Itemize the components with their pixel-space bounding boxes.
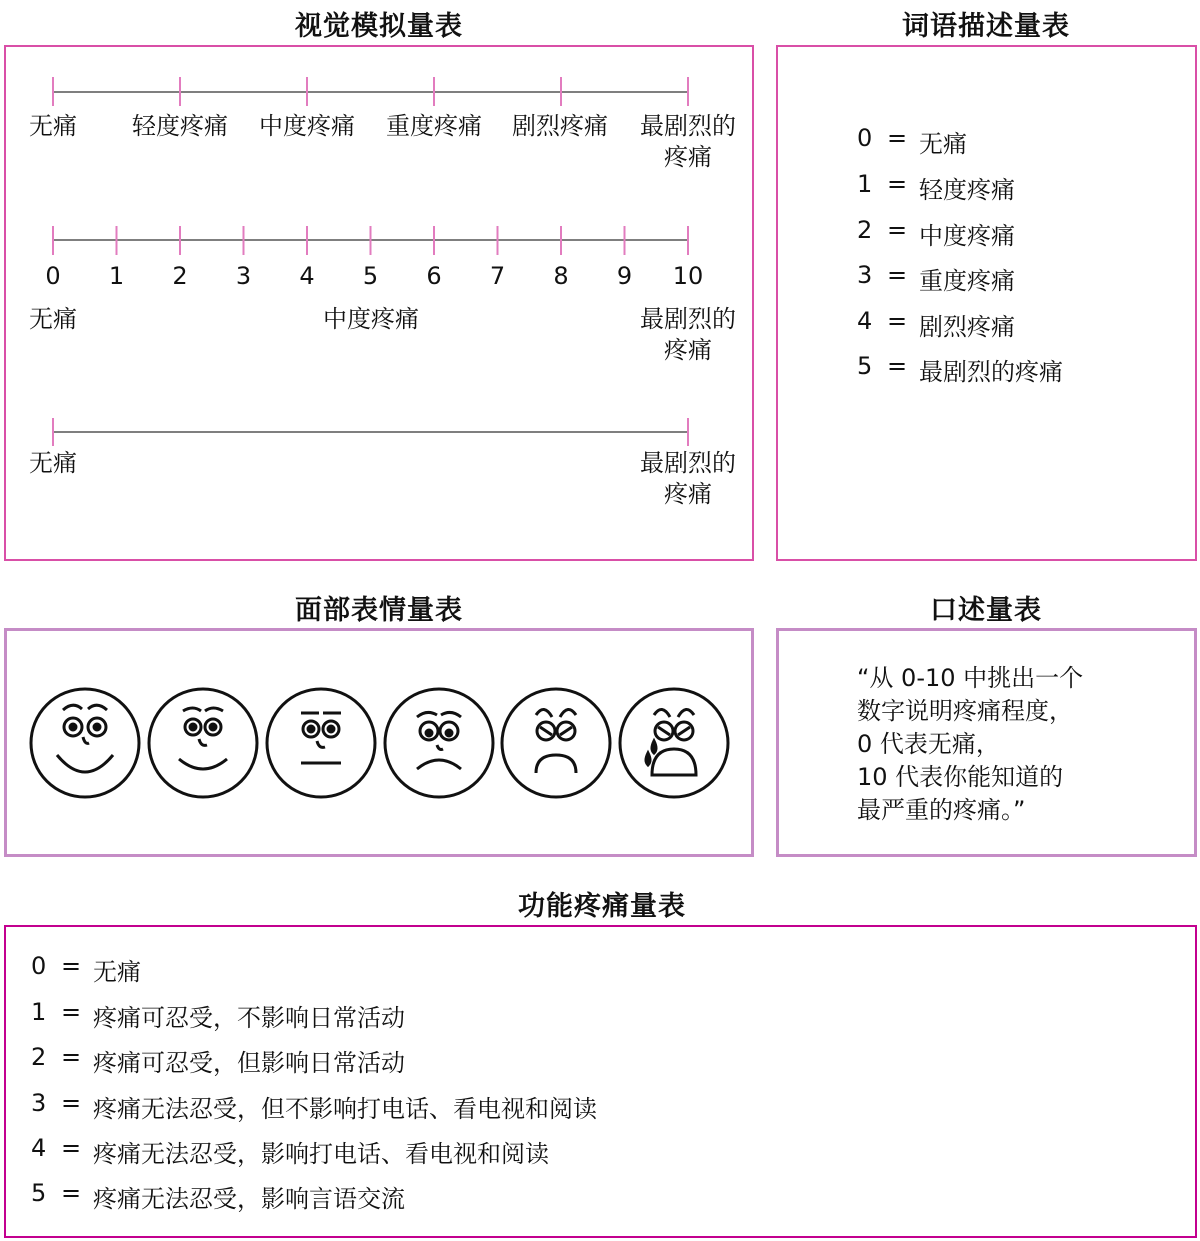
vas-title: 视觉模拟量表 [295,11,463,42]
vas3-label-none: 无痛 [29,449,77,477]
vas1-label-mild: 轻度疼痛 [132,112,228,140]
vas-scale2-number: 3 [235,262,252,290]
sad-face-icon [385,689,493,797]
vas-scale2-number: 9 [616,262,633,290]
functional-item: 2 = 疼痛可忍受，但影响日常活动 [31,1043,405,1077]
vas-scale2-number: 0 [45,262,61,290]
happy-face-icon [149,689,257,797]
vas2-label-moderate: 中度疼痛 [323,305,419,333]
vas1-label-none: 无痛 [29,112,77,140]
vas-scale2-number: 5 [362,262,379,290]
vas-scale2-number: 1 [108,262,125,290]
functional-item: 3 = 疼痛无法忍受，但不影响打电话、看电视和阅读 [31,1089,597,1123]
vas3-label-worst: 最剧烈的疼痛 [640,449,736,508]
vds-item: 1 = 轻度疼痛 [857,170,1015,204]
vds-item: 3 = 重度疼痛 [857,261,1015,295]
vas-scale2-number: 7 [489,262,506,290]
neutral-face-icon [267,689,375,797]
vas-scale2-number: 4 [299,262,315,290]
vds-title: 词语描述量表 [902,11,1070,42]
crying-face-icon [620,689,728,797]
functional-item: 5 = 疼痛无法忍受，影响言语交流 [31,1179,405,1213]
vas2-label-worst: 最剧烈的疼痛 [640,305,736,364]
vas2-label-none: 无痛 [29,305,77,333]
vas-scale2-number: 6 [426,262,442,290]
distressed-face-icon [502,689,610,797]
vas-scale2-number: 8 [553,262,569,290]
faces-title: 面部表情量表 [295,595,463,626]
oral-instruction: “从 0-10 中挑出一个 数字说明疼痛程度， 0 代表无痛， 10 代表你能知道的 最严重的疼痛。” [857,664,1084,824]
vas1-label-intense: 剧烈疼痛 [512,112,608,140]
functional-item: 1 = 疼痛可忍受，不影响日常活动 [31,998,405,1032]
functional-item: 0 = 无痛 [31,952,141,986]
vas-scale2-number: 10 [672,262,704,290]
vas1-label-severe: 重度疼痛 [386,112,482,140]
oral-title: 口述量表 [930,595,1042,626]
vas-scale2-number: 2 [172,262,188,290]
functional-item: 4 = 疼痛无法忍受，影响打电话、看电视和阅读 [31,1134,549,1168]
smiling-face-icon [31,689,139,797]
vds-item: 5 = 最剧烈的疼痛 [857,352,1063,386]
vds-item: 0 = 无痛 [857,124,967,158]
functional-title: 功能疼痛量表 [518,891,686,922]
vas1-label-worst: 最剧烈的疼痛 [640,112,736,171]
vds-item: 4 = 剧烈疼痛 [857,307,1015,341]
vds-item: 2 = 中度疼痛 [857,216,1015,250]
vas1-label-moderate: 中度疼痛 [259,112,355,140]
